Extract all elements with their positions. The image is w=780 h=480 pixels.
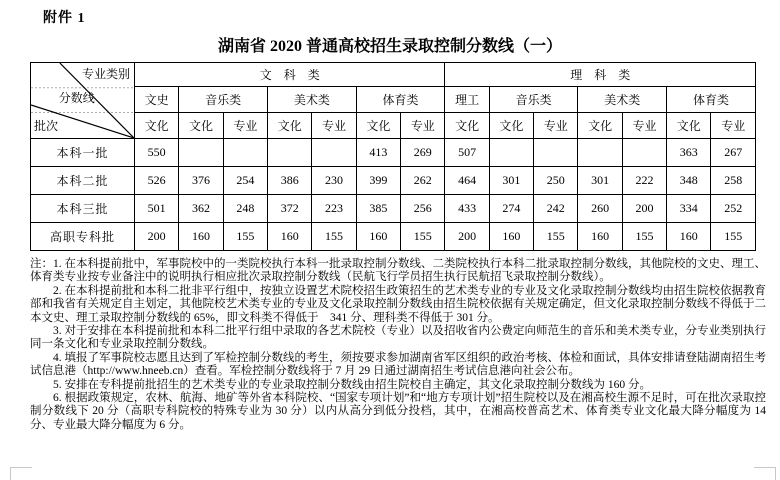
score-cell	[622, 139, 666, 167]
score-cell: 155	[223, 223, 267, 251]
score-cell: 269	[401, 139, 445, 167]
score-table-body	[31, 139, 756, 251]
score-cell: 260	[578, 195, 622, 223]
score-cell: 363	[667, 139, 711, 167]
score-cell: 413	[356, 139, 400, 167]
batch-label: 本科一批	[31, 139, 135, 167]
score-cell: 160	[179, 223, 223, 251]
score-cell	[223, 139, 267, 167]
score-cell: 155	[622, 223, 666, 251]
corner-cell	[31, 63, 135, 139]
score-cell: 258	[711, 167, 756, 195]
score-cell: 230	[312, 167, 356, 195]
sub-header-cell: 理工	[445, 87, 489, 113]
score-cell: 433	[445, 195, 489, 223]
group-header-cell: 理 科 类	[445, 63, 756, 87]
sub-header-cell: 体育类	[667, 87, 756, 113]
score-cell	[534, 139, 578, 167]
note-item: 3. 对于安排在本科提前批和本科二批平行组中录取的各艺术院校（专业）以及招收省内公费定向师范生的音乐和美术类专业，分专业类别执行同一条文化和专业录取控制分数线。	[30, 325, 766, 351]
score-cell	[312, 139, 356, 167]
score-cell: 248	[223, 195, 267, 223]
note-item: 注：1. 在本科提前批中，军事院校中的一类院校执行本科一批录取控制分数线、二类院校执行本科二批录取控制分数线，其他院校的文史、理工、体育类专业按专业备注中的说明执行相应批次录取控制分数线（民航飞行学员招生执行民航招飞录取控制分数线）。	[30, 258, 766, 284]
corner-label-batch: 批次	[34, 119, 59, 133]
score-cell: 160	[489, 223, 533, 251]
table-row	[31, 223, 756, 251]
score-cell: 301	[578, 167, 622, 195]
score-cell: 200	[445, 223, 489, 251]
corner-label-category: 专业类别	[81, 67, 130, 81]
header-row-categories	[31, 87, 756, 113]
score-cell: 507	[445, 139, 489, 167]
type-header-cell: 专业	[223, 113, 267, 139]
score-cell: 160	[268, 223, 312, 251]
score-cell: 348	[667, 167, 711, 195]
page-boundary-mark-left	[10, 467, 32, 480]
score-cell: 301	[489, 167, 533, 195]
score-cell: 222	[622, 167, 666, 195]
score-cell: 200	[622, 195, 666, 223]
score-cell: 160	[356, 223, 400, 251]
score-cell: 200	[135, 223, 179, 251]
table-row	[31, 195, 756, 223]
table-row	[31, 139, 756, 167]
score-cell: 267	[711, 139, 756, 167]
score-cell: 334	[667, 195, 711, 223]
type-header-cell: 文化	[445, 113, 489, 139]
sub-header-cell: 体育类	[356, 87, 445, 113]
sub-header-cell: 音乐类	[489, 87, 578, 113]
batch-label: 高职专科批	[31, 223, 135, 251]
sub-header-cell: 文史	[135, 87, 179, 113]
score-cell: 550	[135, 139, 179, 167]
note-item: 4. 填报了军事院校志愿且达到了军检控制分数线的考生，须按要求参加湖南省军区组织的政治考核、体检和面试，具体安排请登陆湖南招生考试信息港（http://www.hneeb.cn）查看。军检控制分数线将于 7 月 29 日通过湖南招生考试信息港向社会公布。	[30, 351, 766, 378]
score-cell: 274	[489, 195, 533, 223]
score-table-head	[31, 63, 756, 139]
note-item: 5. 安排在专科提前批招生的艺术类专业的专业录取控制分数线由招生院校自主确定，其文化录取控制分数线为 160 分。	[53, 378, 651, 391]
sub-header-cell: 美术类	[268, 87, 357, 113]
score-cell: 242	[534, 195, 578, 223]
score-cell: 160	[578, 223, 622, 251]
score-cell: 155	[312, 223, 356, 251]
type-header-cell: 文化	[667, 113, 711, 139]
attachment-label: 附件 1	[43, 11, 86, 26]
type-header-cell: 专业	[401, 113, 445, 139]
type-header-cell: 专业	[534, 113, 578, 139]
score-cell	[268, 139, 312, 167]
score-cell: 386	[268, 167, 312, 195]
score-cell: 372	[268, 195, 312, 223]
score-cell: 399	[356, 167, 400, 195]
score-cell: 262	[401, 167, 445, 195]
score-cell	[489, 139, 533, 167]
header-row-groups	[31, 63, 756, 87]
type-header-cell: 文化	[179, 113, 223, 139]
score-cell: 526	[135, 167, 179, 195]
group-header-cell: 文 科 类	[135, 63, 445, 87]
batch-label: 本科二批	[31, 167, 135, 195]
table-row	[31, 167, 756, 195]
page-boundary-mark-right	[754, 467, 776, 480]
score-cell: 155	[534, 223, 578, 251]
score-cell: 464	[445, 167, 489, 195]
score-cell	[578, 139, 622, 167]
score-cell: 155	[711, 223, 756, 251]
type-header-cell: 文化	[268, 113, 312, 139]
type-header-cell: 文化	[356, 113, 400, 139]
score-table	[30, 62, 756, 251]
type-header-cell: 专业	[622, 113, 666, 139]
score-cell: 223	[312, 195, 356, 223]
score-cell: 376	[179, 167, 223, 195]
type-header-cell: 文化	[578, 113, 622, 139]
batch-label: 本科三批	[31, 195, 135, 223]
type-header-cell: 文化	[489, 113, 533, 139]
sub-header-cell: 音乐类	[179, 87, 268, 113]
score-cell: 155	[401, 223, 445, 251]
score-cell: 385	[356, 195, 400, 223]
type-header-cell: 专业	[711, 113, 756, 139]
notes	[30, 258, 766, 432]
note-item: 6. 根据政策规定，农林、航海、地矿等外省本科院校、“国家专项计划”和“地方专项计划”招生院校以及在湘高校生源不足时，可在批次录取控制分数线下 20 分（高职专科院校的特殊专业为 30 分）以内从高分到低分投档，其中，在湘高校普高艺术、体育类专业文化最大降分幅度为 14 分、专业最大降分幅度为 6 分。	[30, 392, 766, 431]
header-row-types	[31, 113, 756, 139]
type-header-cell: 文化	[135, 113, 179, 139]
score-cell: 254	[223, 167, 267, 195]
sub-header-cell: 美术类	[578, 87, 667, 113]
score-cell: 501	[135, 195, 179, 223]
score-cell: 256	[401, 195, 445, 223]
score-cell: 252	[711, 195, 756, 223]
score-cell: 160	[667, 223, 711, 251]
score-cell: 250	[534, 167, 578, 195]
corner-label-scoreline: 分数线	[58, 91, 95, 106]
type-header-cell: 专业	[312, 113, 356, 139]
note-item: 2. 在本科提前批和本科二批非平行组中，按独立设置艺术院校招生政策招生的艺术类专业的专业及文化录取控制分数线均由招生院校依据教育部和我省有关规定自主划定，其他院校艺术类专业的专业及文化录取控制分数线由招生院校依据有关规定确定，但文化录取控制分数线不得低于二本文史、理工录取控制分数线的 65%，即文科类不得低于 341 分、理科类不得低于 301 分。	[30, 284, 766, 324]
score-cell	[179, 139, 223, 167]
score-cell: 362	[179, 195, 223, 223]
page-title: 湖南省 2020 普通高校招生录取控制分数线（一）	[217, 38, 562, 55]
